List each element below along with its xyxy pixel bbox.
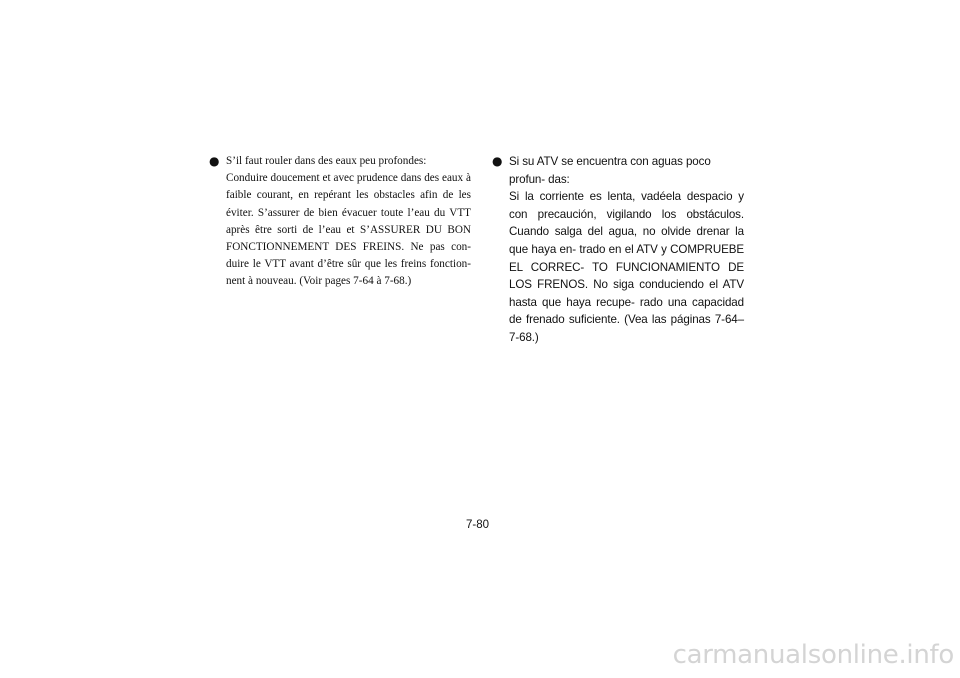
page-number: 7-80 — [466, 519, 490, 531]
bullet-icon: ● — [492, 154, 503, 168]
french-bullet-body: Conduire doucement et avec prudence dans des eaux à faible courant, en repérant les obstacles afin de les éviter. S’assurer de bien évacuer toute l’eau du VTT après être sorti de l’eau et S’ASSURER DU BON FONCTIONNEMENT DES FREINS. Ne pas con- duire le VTT avant d’être sûr que les freins fonction- nent à nouveau. (Voir pages 7-64 à 7-68.) — [226, 172, 471, 288]
bullet-icon: ● — [209, 154, 220, 168]
spanish-bullet-body: Si la corriente es lenta, vadéela despacio y con precaución, vigilando los obstáculos. Cuando salga del agua, no olvide drenar la que haya en- trado en el ATV y COMPRUEBE EL CORREC- TO FUNCIONAMIENTO DE LOS FRENOS. No siga conduciendo el ATV hasta que haya recupe- rado una capacidad de frenado suficiente. (Vea las páginas 7-64–7-68.) — [509, 190, 744, 344]
spanish-bullet-item — [492, 153, 744, 347]
french-bullet-item — [209, 153, 471, 291]
french-bullet-heading: S’il faut rouler dans des eaux peu profondes: — [226, 155, 427, 167]
spanish-column — [492, 153, 744, 347]
watermark: carmanualsonline.info — [672, 640, 954, 670]
french-column — [209, 153, 471, 291]
spanish-bullet-heading: Si su ATV se encuentra con aguas poco profun- das: — [509, 155, 711, 186]
